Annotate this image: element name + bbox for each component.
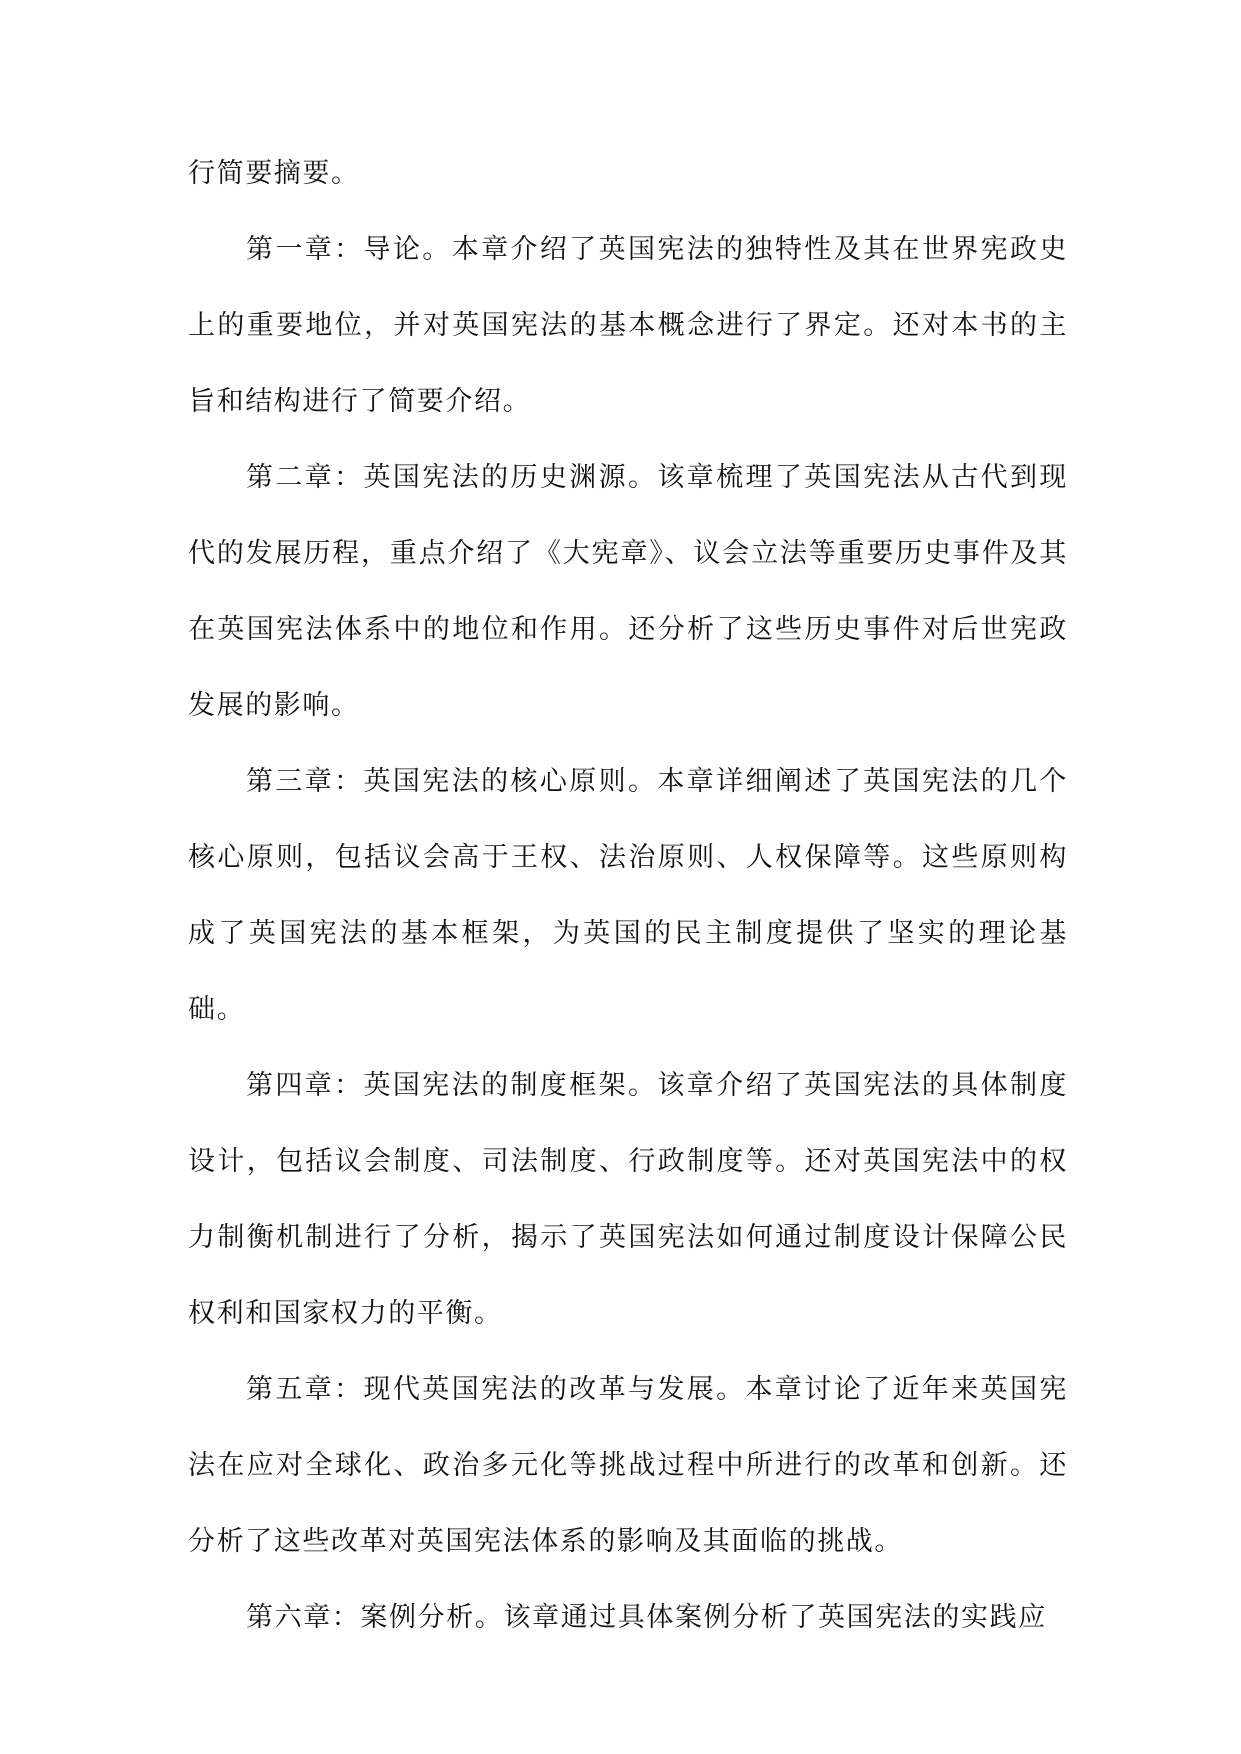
paragraph-chapter-6: 第六章：案例分析。该章通过具体案例分析了英国宪法的实践应: [246, 1602, 1047, 1633]
paragraph-chapter-2: 第二章：英国宪法的历史渊源。该章梳理了英国宪法从古代到现代的发展历程，重点介绍了《大宪章》、议会立法等重要历史事件及其在英国宪法体系中的地位和作用。还分析了这些历史事件对后世宪政发展的影响。: [188, 462, 1068, 721]
paragraph-chapter-1: 第一章：导论。本章介绍了英国宪法的独特性及其在世界宪政史上的重要地位，并对英国宪法的基本概念进行了界定。还对本书的主旨和结构进行了简要介绍。: [188, 234, 1068, 417]
paragraph-chapter-5: 第五章：现代英国宪法的改革与发展。本章讨论了近年来英国宪法在应对全球化、政治多元化等挑战过程中所进行的改革和创新。还分析了这些改革对英国宪法体系的影响及其面临的挑战。: [188, 1374, 1068, 1557]
paragraph-chapter-4: 第四章：英国宪法的制度框架。该章介绍了英国宪法的具体制度设计，包括议会制度、司法制度、行政制度等。还对英国宪法中的权力制衡机制进行了分析，揭示了英国宪法如何通过制度设计保障公民权利和国家权力的平衡。: [188, 1070, 1068, 1329]
paragraph-continuation: 行简要摘要。: [188, 158, 360, 189]
body-text: [188, 136, 1068, 1656]
paragraph-chapter-3: 第三章：英国宪法的核心原则。本章详细阐述了英国宪法的几个核心原则，包括议会高于王权、法治原则、人权保障等。这些原则构成了英国宪法的基本框架，为英国的民主制度提供了坚实的理论基础。: [188, 766, 1068, 1025]
